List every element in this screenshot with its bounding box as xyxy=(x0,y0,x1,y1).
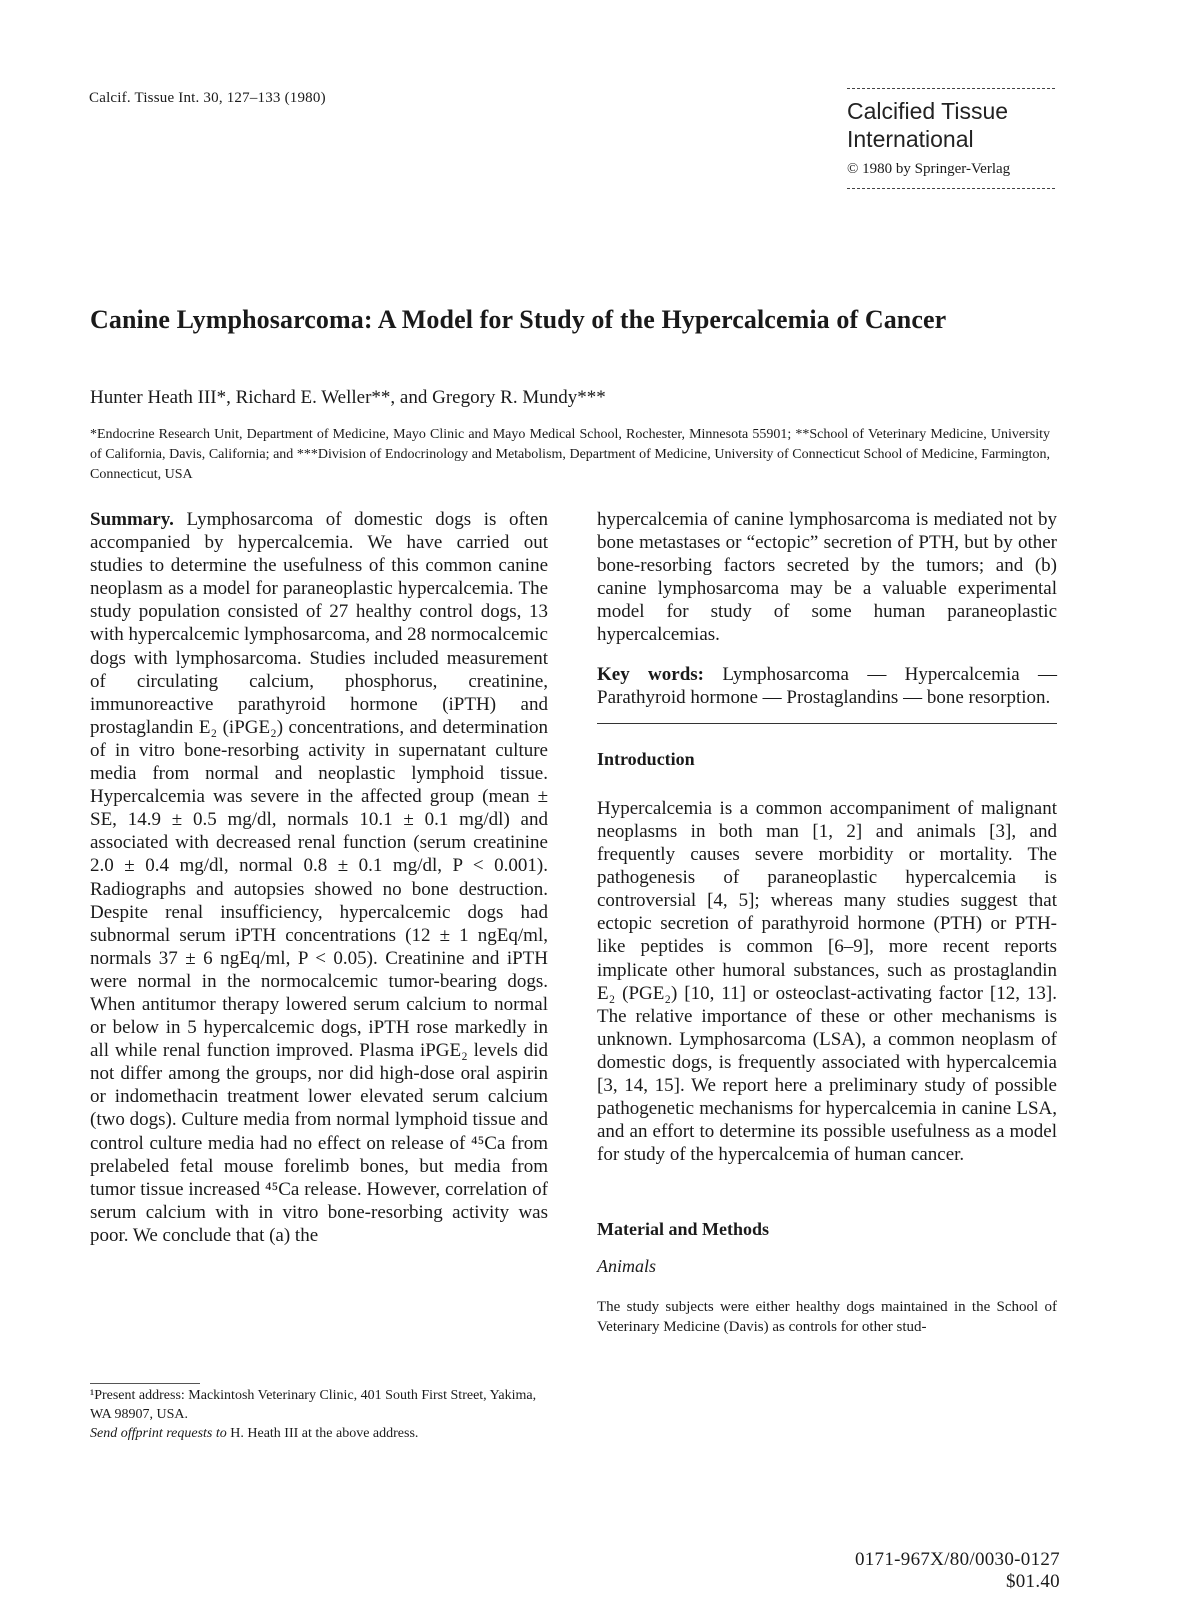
summary-label: Summary. xyxy=(90,509,174,530)
footnotes xyxy=(90,1383,548,1443)
footnote-rule xyxy=(90,1383,200,1384)
animals-subheading: Animals xyxy=(597,1256,657,1277)
section-divider xyxy=(597,723,1057,724)
summary-continuation: hypercalcemia of canine lymphosarcoma is mediated not by bone metastases or “ectopic” secretion of PTH, but by other bone-resorbing factors secreted by the tumors; and (b) canine lymphosarcoma may be a valuable experimental model for study of some human paraneoplastic hypercalcemias. xyxy=(597,509,1057,646)
price-code: 0171-967X/80/0030-0127 $01.40 xyxy=(854,1549,1060,1592)
keywords-paragraph xyxy=(597,663,1057,709)
copyright-notice: © 1980 by Springer-Verlag xyxy=(847,161,1011,177)
keywords-text: Lymphosarcoma — Hypercalcemia — Parathyroid hormone — Prostaglandins — bone resorption. xyxy=(597,663,1057,708)
author-list: Hunter Heath III*, Richard E. Weller**, and Gregory R. Mundy*** xyxy=(90,387,606,408)
author-affiliations: *Endocrine Research Unit, Department of Medicine, Mayo Clinic and Mayo Medical School, Rochester, Minnesota 55901; **School of Veterinary Medicine, University of California, Davis, California; and ***Division of Endocrinology and Metabolism, Department of Medicine, University of Connecticut School of Medicine, Farmington, Connecticut, USA xyxy=(90,427,1050,482)
offprint-text: H. Heath III at the above address. xyxy=(230,1426,419,1441)
summary-paragraph xyxy=(90,508,548,1247)
journal-name xyxy=(847,97,1055,153)
keywords-label: Key words: xyxy=(597,663,704,685)
journal-name-line2: International xyxy=(847,126,974,152)
journal-name-line1: Calcified Tissue xyxy=(847,98,1009,124)
offprint-footnote xyxy=(90,1424,548,1443)
present-address-footnote: ¹Present address: Mackintosh Veterinary Clinic, 401 South First Street, Yakima, WA 98907, USA. xyxy=(90,1388,537,1422)
offprint-label: Send offprint requests to xyxy=(90,1426,227,1441)
methods-heading: Material and Methods xyxy=(597,1219,769,1240)
journal-citation: Calcif. Tissue Int. 30, 127–133 (1980) xyxy=(89,90,326,106)
masthead-top-rule xyxy=(847,88,1055,89)
left-column xyxy=(90,508,548,1247)
methods-text: The study subjects were either healthy dogs maintained in the School of Veterinary Medicine (Davis) as controls for other stud- xyxy=(597,1298,1057,1335)
summary-text: Lymphosarcoma of domestic dogs is often accompanied by hypercalcemia. We have carried out studies to determine the usefulness of this common canine neoplasm as a model for paraneoplastic hypercalcemia. The study population consisted of 27 healthy control dogs, 13 with hypercalcemic lymphosarcoma, and 28 normocalcemic dogs with lymphosarcoma. Studies included measurement of circulating calcium, phosphorus, creatinine, immunoreactive parathyroid hormone (iPTH) and prostaglandin E₂ (iPGE₂) concentrations, and determination of in vitro bone-resorbing activity in supernatant culture media from normal and neoplastic lymphoid tissue. Hypercalcemia was severe in the affected group (mean ± SE, 14.9 ± 0.5 mg/dl, normals 10.1 ± 0.1 mg/dl) and associated with decreased renal function (serum creatinine 2.0 ± 0.4 mg/dl, normal 0.8 ± 0.1 mg/dl, P < 0.001). Radiographs and autopsies showed no bone destruction. Despite renal insufficiency, hypercalcemic dogs had subnormal serum iPTH concentrations (12 ± 1 ngEq/ml, normals 37 ± 6 ngEq/ml, P < 0.05). Creatinine and iPTH were normal in the normocalcemic tumor-bearing dogs. When antitumor therapy lowered serum calcium to normal or below in 5 hypercalcemic dogs, iPTH rose markedly in all while renal function improved. Plasma iPGE₂ levels did not differ among the groups, nor did high-dose oral aspirin or indomethacin treatment lower elevated serum calcium (two dogs). Culture media from normal lymphoid tissue and control culture media had no effect on release of ⁴⁵Ca from prelabeled fetal mouse forelimb bones, but media from tumor tissue increased ⁴⁵Ca release. However, correlation of serum calcium with in vitro bone-resorbing activity was poor. We conclude that (a) the xyxy=(90,509,549,1246)
article-title: Canine Lymphosarcoma: A Model for Study of the Hypercalcemia of Cancer xyxy=(90,305,947,334)
masthead-bottom-rule xyxy=(847,188,1055,189)
introduction-heading: Introduction xyxy=(597,748,695,769)
journal-masthead xyxy=(847,88,1055,189)
right-column xyxy=(597,508,1057,1337)
introduction-text: Hypercalcemia is a common accompaniment of malignant neoplasms in both man [1, 2] and animals [3], and frequently causes severe morbidity or mortality. The pathogenesis of paraneoplastic hypercalcemia is controversial [4, 5]; whereas many studies suggest that ectopic secretion of parathyroid hormone (PTH) or PTH-like peptides is common [6–9], more recent reports implicate other humoral substances, such as prostaglandin E₂ (PGE₂) [10, 11] or osteoclast-activating factor [12, 13]. The relative importance of these or other mechanisms is unknown. Lymphosarcoma (LSA), a common neoplasm of domestic dogs, is frequently associated with hypercalcemia [3, 14, 15]. We report here a preliminary study of possible pathogenetic mechanisms for hypercalcemia in canine LSA, and an effort to determine its possible usefulness as a model for study of the hypercalcemia of human cancer. xyxy=(597,797,1057,1166)
